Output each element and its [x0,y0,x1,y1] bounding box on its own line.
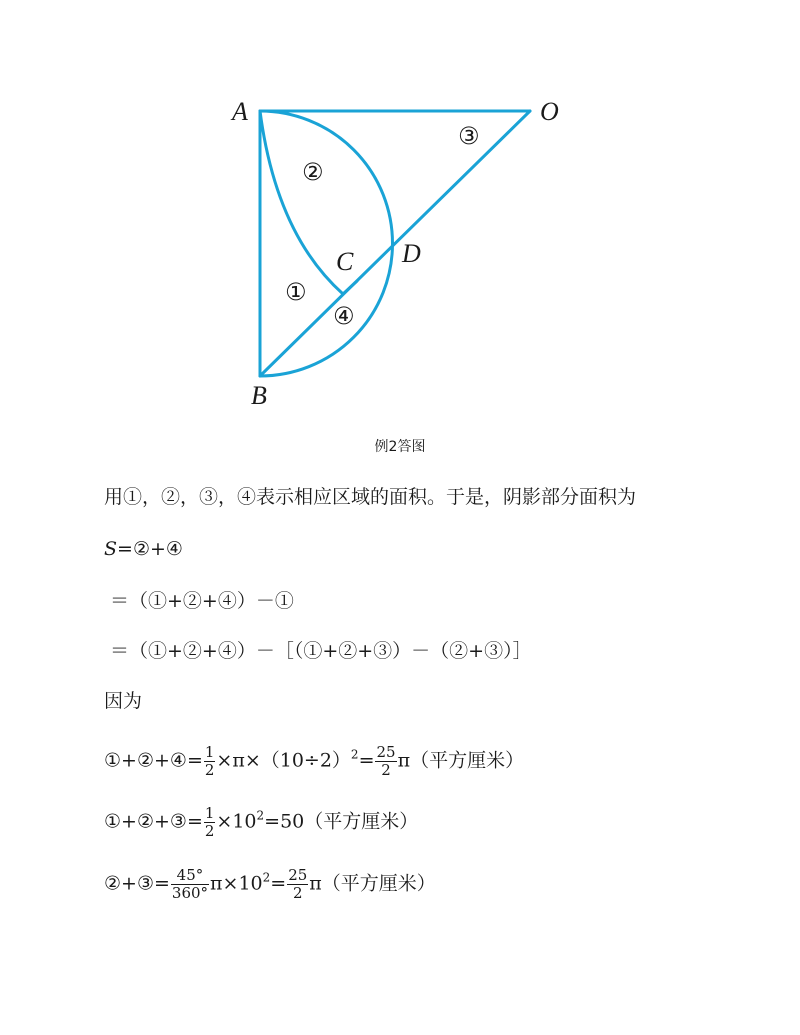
eq3-left: ②+③= [104,872,170,895]
eq1-frac2-denominator: 2 [381,761,391,779]
eq2-frac-denominator: 2 [204,822,215,840]
eq2-left: ①+②+③= [104,810,203,833]
eq2-right: =50（平方厘米） [264,810,419,833]
equation-2 [104,805,418,840]
eq3-frac-numerator: 45° [171,867,209,885]
eq3-frac-denominator: 360° [171,884,209,902]
equation-3 [104,867,436,902]
eq1-exponent: 2 [350,747,359,762]
equation-1 [104,744,524,779]
eq1-right: π（平方厘米） [397,749,525,772]
eq3-exponent: 2 [262,870,271,885]
point-label-B: B [251,381,267,410]
eq3-mid: π×10 [210,872,263,895]
eq2-mid: ×10 [216,810,257,833]
eq1-mid: ×π×（10÷2） [216,749,351,772]
because-line: 因为 [104,690,143,712]
region-label-2: ② [302,158,324,186]
point-label-A: A [232,97,248,126]
eq3-frac2-denominator: 2 [292,884,303,902]
point-label-D: D [402,239,421,268]
eq1-fraction [204,744,216,779]
segment-C-midpoint [343,281,357,294]
region-label-3: ③ [458,122,480,150]
eq3-frac2-numerator: 25 [288,866,308,884]
point-label-O: O [540,97,559,126]
quarter-arc-AC [260,111,343,294]
eq2-exponent: 2 [256,808,265,823]
s-equation-line [104,537,183,561]
s-expression: =②+④ [117,538,183,560]
region-label-4: ④ [333,302,355,330]
eq1-frac-numerator: 1 [204,743,215,761]
figure-caption: 例2答图 [374,439,426,455]
eq1-equals: = [358,749,375,772]
region-label-1: ① [285,278,307,306]
eq1-left: ①+②+④= [104,749,203,772]
geometry-figure [0,0,800,430]
eq1-fraction-2 [375,744,396,779]
eq1-frac-denominator: 2 [204,761,215,779]
eq3-fraction-2 [287,867,308,902]
step1-line: ＝（①+②+④）－① [110,590,294,612]
intro-line: 用①，②，③，④表示相应区域的面积。于是，阴影部分面积为 [104,486,637,508]
eq2-fraction [204,805,216,840]
point-label-C: C [336,247,354,276]
step2-line: ＝（①+②+④）－［（①+②+③）－（②+③）］ [110,640,532,662]
s-variable: S [104,538,118,560]
eq3-right: π（平方厘米） [309,872,436,895]
eq3-fraction [171,867,209,902]
eq3-equals: = [270,872,287,895]
eq1-frac2-numerator: 25 [376,743,396,761]
eq2-frac-numerator: 1 [204,804,215,822]
semicircle-arc-AB [260,111,393,376]
